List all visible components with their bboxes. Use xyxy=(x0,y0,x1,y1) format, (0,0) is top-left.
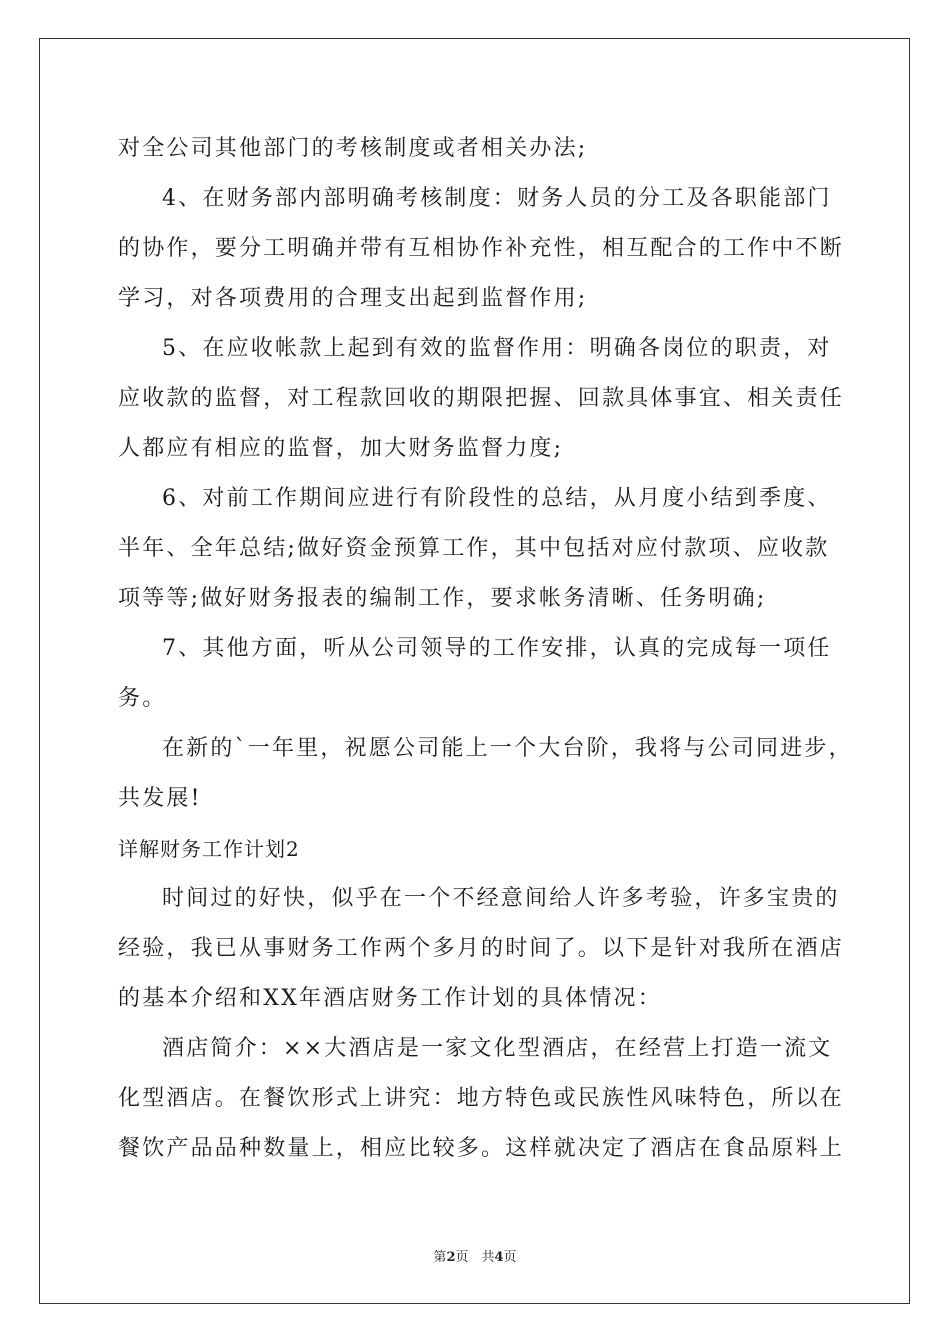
paragraph-intro: 时间过的好快，似乎在一个不经意间给人许多考验，许多宝贵的 xyxy=(162,886,840,911)
text-line: 的协作，要分工明确并带有互相协作补充性，相互配合的工作中不断 xyxy=(118,236,845,261)
text-line: 的基本介绍和XX年酒店财务工作计划的具体情况： xyxy=(118,986,662,1011)
text-line: 应收款的监督，对工程款回收的期限把握、回款具体事宜、相关责任 xyxy=(118,386,845,411)
document-body xyxy=(118,124,853,1174)
paragraph-item-5: 5、在应收帐款上起到有效的监督作用：明确各岗位的职责，对 xyxy=(162,336,832,361)
text-line: 经验，我已从事财务工作两个多月的时间了。以下是针对我所在酒店 xyxy=(118,936,845,961)
footer-mid: 页 共 xyxy=(455,1250,495,1265)
paragraph-hotel-intro: 酒店简介：××大酒店是一家文化型酒店，在经营上打造一流文 xyxy=(162,1036,833,1061)
text-line: 对全公司其他部门的考核制度或者相关办法; xyxy=(118,136,588,161)
paragraph-closing: 在新的`一年里，祝愿公司能上一个大台阶，我将与公司同进步， xyxy=(162,736,853,761)
footer-suffix: 页 xyxy=(503,1250,517,1265)
text-line: 化型酒店。在餐饮形式上讲究：地方特色或民族性风味特色，所以在 xyxy=(118,1086,845,1111)
text-line: 人都应有相应的监督，加大财务监督力度; xyxy=(118,436,564,461)
section-heading: 详解财务工作计划2 xyxy=(118,837,300,861)
footer-prefix: 第 xyxy=(433,1250,447,1265)
text-line: 项等等;做好财务报表的编制工作，要求帐务清晰、任务明确; xyxy=(118,586,767,611)
text-line: 餐饮产品品种数量上，相应比较多。这样就决定了酒店在食品原料上 xyxy=(118,1136,845,1161)
footer-page-total: 4 xyxy=(494,1250,504,1265)
page-footer xyxy=(0,1246,950,1265)
paragraph-item-4: 4、在财务部内部明确考核制度：财务人员的分工及各职能部门 xyxy=(162,186,832,211)
paragraph-item-7: 7、其他方面，听从公司领导的工作安排，认真的完成每一项任 xyxy=(162,636,832,661)
text-line: 半年、全年总结;做好资金预算工作，其中包括对应付款项、应收款 xyxy=(118,536,830,561)
paragraph-item-6: 6、对前工作期间应进行有阶段性的总结，从月度小结到季度、 xyxy=(162,486,832,511)
text-line: 务。 xyxy=(118,686,167,711)
text-line: 学习，对各项费用的合理支出起到监督作用; xyxy=(118,286,588,311)
footer-page-current: 2 xyxy=(446,1250,456,1265)
text-line: 共发展! xyxy=(118,786,202,811)
